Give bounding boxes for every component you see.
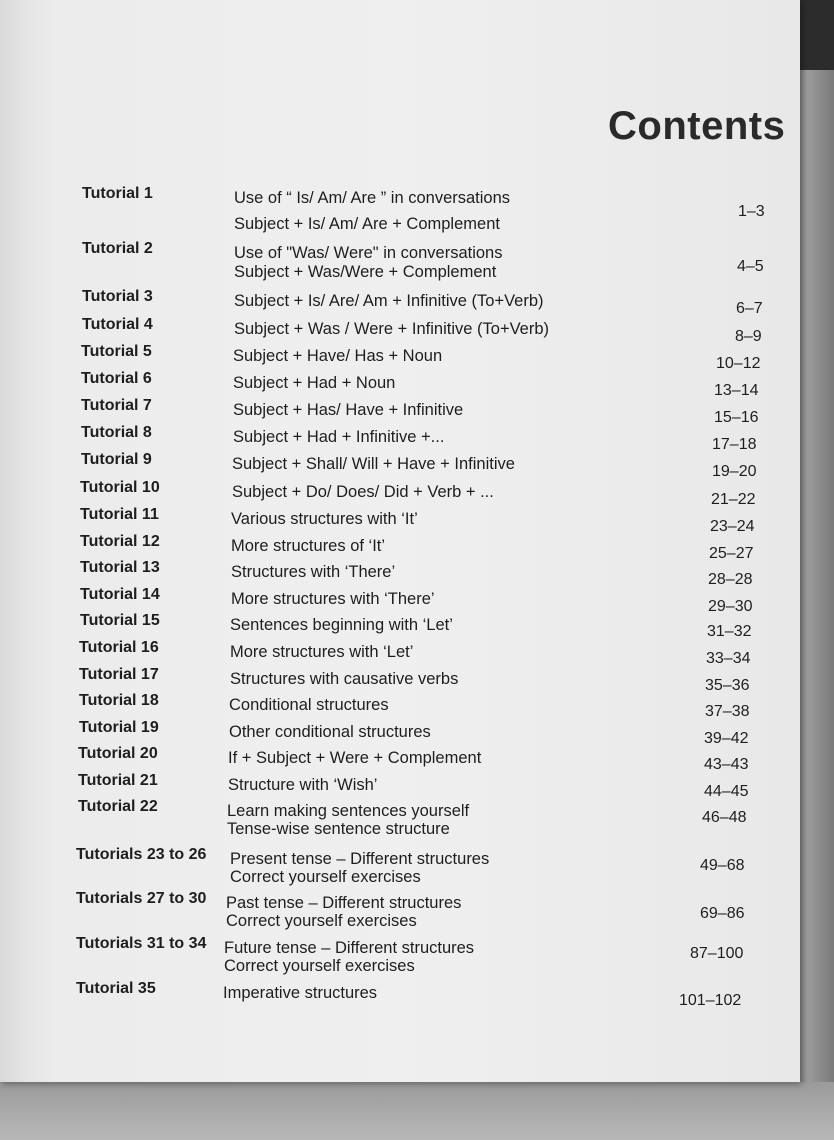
page-range: 69–86 [700,905,745,922]
description-line-1: Subject + Had + Infinitive +... [233,428,445,446]
tutorial-description [233,372,395,394]
description-line-1: Subject + Had + Noun [233,374,396,392]
tutorial-label: Tutorial 18 [79,692,159,709]
description-line-1: Subject + Have/ Has + Noun [233,347,443,365]
tutorial-label: Tutorial 14 [80,586,160,603]
tutorial-label: Tutorials 27 to 30 [76,890,207,907]
description-line-1: Future tense – Different structures [224,939,475,957]
tutorial-description [230,641,413,663]
description-line-2: Correct yourself exercises [226,912,417,930]
page-range: 29–30 [708,598,753,615]
page-range: 4–5 [737,258,764,275]
tutorial-description [223,982,377,1004]
page-range: 1–3 [738,203,765,220]
tutorial-label: Tutorial 5 [81,343,152,360]
tutorial-description [224,937,474,977]
page-range: 37–38 [705,703,750,720]
description-line-1: More structures with ‘There’ [231,590,435,608]
page-range: 46–48 [702,809,747,826]
page-range: 10–12 [716,355,761,372]
page-range: 19–20 [712,463,757,480]
description-line-1: Various structures with ‘It’ [231,510,418,528]
tutorial-description [231,561,395,583]
description-line-1: Use of “ Is/ Am/ Are ” in conversations [234,189,511,207]
tutorial-label: Tutorial 15 [80,612,160,629]
tutorial-label: Tutorial 2 [82,240,153,257]
tutorial-description [234,187,510,235]
description-line-1: Structures with causative verbs [230,670,459,688]
page-range: 35–36 [705,677,750,694]
page-range: 8–9 [735,328,762,345]
tutorial-label: Tutorial 7 [81,397,152,414]
tutorial-label: Tutorial 19 [79,719,159,736]
tutorial-label: Tutorial 8 [81,424,152,441]
description-line-2: Subject + Was/Were + Complement [234,263,497,281]
description-line-2: Subject + Is/ Am/ Are + Complement [234,215,500,233]
description-line-1: Other conditional structures [229,723,431,741]
tutorial-description [231,535,385,557]
tutorial-label: Tutorials 23 to 26 [76,846,207,863]
tutorial-description [229,694,389,716]
tutorial-description [233,426,444,448]
description-line-2: Correct yourself exercises [230,868,421,886]
tutorial-label: Tutorial 16 [79,639,159,656]
page-range: 43–43 [704,756,749,773]
tutorial-description [228,747,481,769]
tutorial-label: Tutorial 1 [82,185,153,202]
tutorial-label: Tutorial 35 [76,980,156,997]
page-range: 33–34 [706,650,751,667]
tutorial-description [231,588,435,610]
page-range: 23–24 [710,518,755,535]
description-line-1: Conditional structures [229,696,389,714]
page-range: 28–28 [708,571,753,588]
description-line-1: Learn making sentences yourself [227,802,470,820]
description-line-1: Subject + Was / Were + Infinitive (To+Verb) [234,320,550,338]
tutorial-description [234,242,502,283]
page-range: 87–100 [690,945,744,962]
tutorial-label: Tutorial 21 [78,772,158,789]
page-bottom-edge [0,1082,834,1140]
tutorial-description [233,345,442,367]
page-range: 17–18 [712,436,757,453]
tutorial-label: Tutorials 31 to 34 [76,935,207,952]
tutorial-label: Tutorial 6 [81,370,152,387]
tutorial-label: Tutorial 12 [80,533,160,550]
tutorial-description [230,668,458,690]
tutorial-label: Tutorial 17 [79,666,159,683]
tutorial-description [231,508,418,530]
page-range: 44–45 [704,783,749,800]
description-line-1: Subject + Do/ Does/ Did + Verb + ... [232,483,494,501]
description-line-1: Sentences beginning with ‘Let’ [230,616,453,634]
tutorial-description [234,290,544,312]
tutorial-label: Tutorial 22 [78,798,158,815]
description-line-1: More structures of ‘It’ [231,537,386,555]
tutorial-label: Tutorial 3 [82,288,153,305]
description-line-2: Correct yourself exercises [224,957,415,975]
tutorial-description [228,774,377,796]
page-range: 31–32 [707,623,752,640]
tutorial-label: Tutorial 4 [82,316,153,333]
page-range: 39–42 [704,730,749,747]
description-line-1: If + Subject + Were + Complement [228,749,482,767]
description-line-1: Use of "Was/ Were" in conversations [234,244,503,262]
page-range: 6–7 [736,300,763,317]
description-line-1: More structures with ‘Let’ [230,643,414,661]
page-range: 25–27 [709,545,754,562]
tutorial-label: Tutorial 9 [81,451,152,468]
description-line-1: Present tense – Different structures [230,850,490,868]
tutorial-label: Tutorial 20 [78,745,158,762]
tutorial-description [227,800,469,840]
tutorial-label: Tutorial 11 [80,506,159,523]
tutorial-description [230,614,453,636]
page-range: 13–14 [714,382,759,399]
tutorial-description [229,721,431,743]
tutorial-label: Tutorial 13 [80,559,160,576]
tutorial-description [233,399,463,421]
description-line-1: Structure with ‘Wish’ [228,776,378,794]
page-title: Contents [608,104,786,148]
tutorial-description [232,453,515,475]
tutorial-label: Tutorial 10 [80,479,160,496]
description-line-1: Subject + Shall/ Will + Have + Infinitive [232,455,515,473]
description-line-1: Subject + Has/ Have + Infinitive [233,401,464,419]
tutorial-description [232,481,494,503]
tutorial-description [230,848,489,888]
page-range: 21–22 [711,491,756,508]
page-range: 15–16 [714,409,759,426]
page-range: 101–102 [679,992,742,1009]
tutorial-description [234,318,549,340]
description-line-1: Subject + Is/ Are/ Am + Infinitive (To+Verb) [234,292,544,310]
tutorial-description [226,892,461,932]
page-range: 49–68 [700,857,745,874]
description-line-2: Tense-wise sentence structure [227,820,450,838]
description-line-1: Past tense – Different structures [226,894,462,912]
description-line-1: Structures with ‘There’ [231,563,396,581]
description-line-1: Imperative structures [223,984,378,1002]
